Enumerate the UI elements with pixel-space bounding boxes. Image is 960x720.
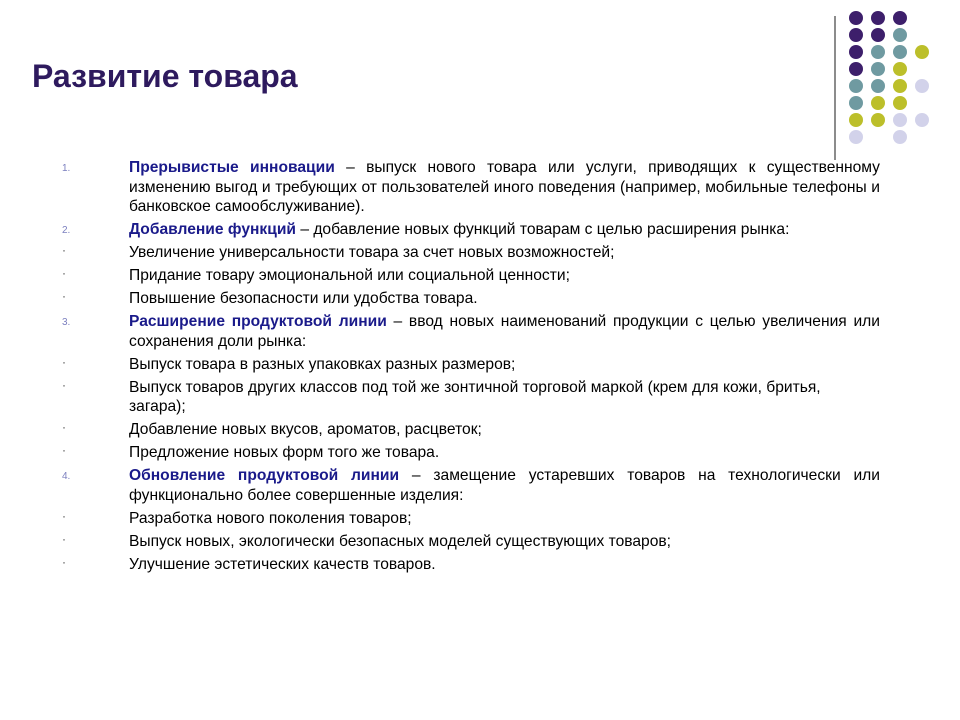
bullet-marker: · [62, 531, 66, 546]
item-term: Обновление продуктовой линии [129, 467, 400, 484]
item-description: Придание товару эмоциональной или социальной ценности; [129, 267, 570, 284]
item-text [129, 555, 880, 575]
item-description: – добавление новых функций товарам с целью расширения рынка: [296, 221, 790, 238]
numbered-item [62, 220, 880, 240]
decorative-dot [915, 79, 929, 93]
item-description: Выпуск товара в разных упаковках разных размеров; [129, 355, 516, 373]
item-description: Предложение новых форм того же товара. [129, 444, 440, 461]
decorative-dot [871, 62, 885, 76]
item-text [129, 355, 880, 375]
bullet-marker: · [62, 377, 66, 392]
item-text [129, 509, 880, 529]
decorative-dot [849, 79, 863, 93]
bullet-item [62, 355, 880, 375]
decorative-dot [893, 96, 907, 110]
item-text [129, 266, 880, 286]
item-number: 2. [62, 225, 71, 236]
item-description: – выпуск нового товара или услуги, приводящих к существенному изменению выгод и требующих от пользователей иного поведения (например, мобильные телефоны и банковское самообслуживание). [129, 159, 880, 215]
decorative-dot [849, 96, 863, 110]
item-description: Добавление новых вкусов, ароматов, расцветок; [129, 421, 482, 438]
decorative-dot [849, 130, 863, 144]
decorative-dot [893, 62, 907, 76]
bullet-marker: · [62, 508, 66, 523]
item-description: Выпуск новых, экологически безопасных моделей существующих товаров; [129, 532, 672, 550]
decorative-dot [871, 45, 885, 59]
bullet-item [62, 509, 880, 529]
item-term: Прерывистые инновации [129, 159, 335, 176]
item-text [129, 243, 880, 263]
bullet-item [62, 555, 880, 575]
item-description: Выпуск товаров других классов под той же зонтичной торговой маркой (крем для кожи, бритья, загара); [129, 378, 821, 415]
decorative-dot [893, 113, 907, 127]
item-description: Улучшение эстетических качеств товаров. [129, 555, 436, 573]
item-text [129, 312, 880, 351]
decorative-dot [893, 28, 907, 42]
item-text [129, 420, 880, 440]
slide-title: Развитие товара [32, 58, 298, 94]
item-text [129, 378, 880, 417]
item-description: Разработка нового поколения товаров; [129, 509, 412, 527]
decorative-dot [849, 28, 863, 42]
item-description: – ввод новых наименований продукции с целью увеличения или сохранения доли рынка: [129, 313, 880, 350]
item-text [129, 443, 880, 463]
bullet-item [62, 243, 880, 263]
slide-body [62, 158, 880, 578]
bullet-item [62, 420, 880, 440]
bullet-marker: · [62, 289, 66, 303]
bullet-marker: · [62, 266, 66, 280]
decorative-dot [871, 113, 885, 127]
decorative-dot [893, 130, 907, 144]
item-number: 4. [62, 471, 71, 482]
item-text [129, 466, 880, 505]
bullet-marker: · [62, 420, 66, 434]
bullet-item [62, 266, 880, 286]
numbered-item [62, 158, 880, 217]
bullet-marker: · [62, 443, 66, 457]
decorative-dot [915, 45, 929, 59]
decorative-dot [849, 62, 863, 76]
decorative-dot [871, 79, 885, 93]
item-description: Увеличение универсальности товара за счет новых возможностей; [129, 244, 615, 261]
decorative-dot [893, 79, 907, 93]
item-text [129, 158, 880, 217]
item-term: Добавление функций [129, 221, 296, 238]
item-description: – замещение устаревших товаров на технологически или функционально более совершенные изделия: [129, 467, 880, 504]
item-description: Повышение безопасности или удобства товара. [129, 290, 478, 307]
bullet-item [62, 443, 880, 463]
numbered-item [62, 466, 880, 505]
bullet-item [62, 289, 880, 309]
item-number: 3. [62, 317, 71, 328]
decorative-dot [871, 11, 885, 25]
bullet-marker: · [62, 354, 66, 369]
item-number: 1. [62, 163, 71, 174]
item-text [129, 532, 880, 552]
decorative-dot [893, 11, 907, 25]
decorative-dot [849, 11, 863, 25]
decorative-dot [849, 45, 863, 59]
decorative-divider [834, 16, 836, 160]
decorative-dot [871, 96, 885, 110]
bullet-marker: · [62, 554, 66, 569]
decorative-dot [871, 28, 885, 42]
decorative-dot [893, 45, 907, 59]
numbered-item [62, 312, 880, 351]
decorative-dot [915, 113, 929, 127]
bullet-marker: · [62, 243, 66, 257]
item-text [129, 289, 880, 309]
item-text [129, 220, 880, 240]
item-term: Расширение продуктовой линии [129, 313, 387, 330]
decorative-dot [849, 113, 863, 127]
bullet-item [62, 378, 880, 417]
bullet-item [62, 532, 880, 552]
